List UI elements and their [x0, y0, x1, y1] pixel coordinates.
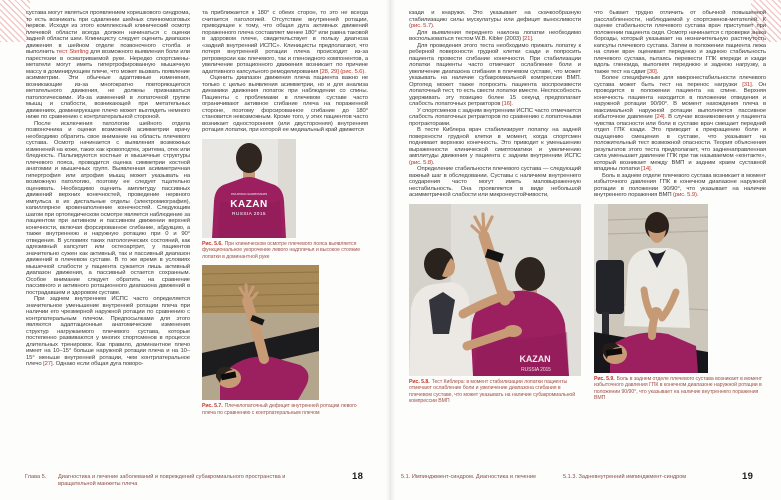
- footer-section-right: 5.1.3. Задневнутренний импинджмент-синдром: [563, 474, 687, 480]
- left-column-2: [202, 10, 368, 462]
- page-right: [391, 0, 781, 500]
- paragraph: У спортсменов с задним внутренним ИСПС часто отмечается слабость лопаточных ретракторов по сравнению с лопаточными протракторами.: [409, 107, 581, 127]
- paragraph: та приближается к 180° с обеих сторон, то это не всегда считается патологией. Отсутствие внутренней ротации, приводящее к тому, что общая дуга активных движений пораженного плеча составляет менее 180° или равна таковой в здоровом плече, свидетельствует в пользу диагноза «задний внутренний ИСПС». Клиницисты предполагают, что потеря внутренней ротации плеча происходит из-за ретроверсии как плечевого, так и гленоидного компонентов, а увеличение ротационного движения возникает по причине адаптивного капсульного ремоделирования [28, 29] (рис. 5.6).: [202, 10, 368, 75]
- paragraph: Оценить диапазон движения плеча пациента важно не только с целью выявления асимметрии, но и для анализа динамики движения лопаток при наблюдении со спины. Пациенты с проблемами в плечевом суставе часто ограничивают активное сгибание плеча на пораженной стороне, поэтому форсированное сгибание до 180° становится невозможным. Кроме того, у этих пациентов часто возникает односторонняя (или двусторонняя) внутренняя ротация лопатки, при которой ее медиальный край движется: [202, 75, 368, 133]
- paragraph: Более специфичным для микронестабильности плечевого сустава может быть тест на перенос нагрузки [31]. Он проводится в положении пациента на спине. Верхняя конечность пациента находится в положении отведения и наружной ротации 90/90°. В момент нахождения плеча в максимальной наружной ротации выполняется пассивное избыточное давление [24]. В случае возникновения у пациента чувства опасности или боли в суставе врач смещает передний отдел ГПК кзади. Это приводит к прекращению боли и ощущению смещения в суставе, что указывает на положительный тест возможной опасности. Теория объяснения результатов этого теста предполагает, что задненаправленная сила уменьшает давление ГПК при так называемом «контакте», который возникает между ВМП и задним краем суставной впадины лопатки [14].: [594, 75, 766, 172]
- paragraph: сустава могут являться проявлением корешкового синдрома, то есть возникать при сдавлении шейных спинномозговых нервов. Исходя из этого комплексный клинический осмотр плечевой области всегда должен начинаться с оценки задней области шеи. Клиницисту следует оценить диапазон движения в шейном отделе позвоночного столба и выполнить тест Sterling для возможного выявления боли или парестезии в осматриваемой руке. Нередко спортсмены-метатели могут иметь гипертрофированную мышечную массу в доминирующем плече, что может вызвать появление асимметрии. Эти обычные адаптивные изменения, возникающие из-за многократно повторяющегося метательного движения, не должны признаваться патологическими. Из-за изменений в лопаточной группе мышц и слабости, возникающей при метательных движениях, доминирующее плечо может выглядеть немного ниже по сравнению с контрлатеральной стороной.: [26, 10, 190, 120]
- paragraph: В тесте Киблера врач стабилизирует лопатку на задней поверхности грудной клетки в момент, когда спортсмен поднимает верхнюю конечность. Это приводит к уменьшению выраженности клинической симптоматики и увеличению амплитуды движения у пациента с задним внутренним ИСПС (рис. 5.8).: [409, 127, 581, 166]
- figure-5-7-photo: [202, 265, 319, 400]
- shirt-text-kazan: KAZAN: [519, 353, 551, 364]
- caption-text: При клиническом осмотре плечевого пояса выявляется функциональное укорочение левого надплечья и высокое стояние лопатки в доминантной руке: [202, 240, 361, 260]
- right-column-1: [409, 10, 581, 462]
- page-number-left: 18: [352, 471, 364, 482]
- paragraph: кзади и кнаружи. Это указывает на скачкообразную стабилизацию силы мускулатуры или дефицит выносливости (рис. 5.7).: [409, 10, 581, 29]
- body-text: [202, 10, 368, 134]
- caption-label: Рис. 5.8.: [409, 378, 430, 385]
- caption-label: Рис. 5.7.: [202, 403, 223, 409]
- caption-label: Рис. 5.9.: [594, 375, 615, 382]
- caption-text: Плечелопаточный дефицит внутренней ротации левого плеча по сравнению с контрлатеральным плечом: [202, 403, 357, 416]
- caption-text: Боль в заднем отделе плечевого сустава возникает в момент избыточного давления ГПК в конечном диапазоне наружной ротации в положении 90/90°, что указывает на наличие внутреннего поражения ВМП: [594, 375, 763, 401]
- shirt-text-kazan: KAZAN: [230, 198, 268, 210]
- caption-text: Тест Киблера: в момент стабилизации лопатки пациенты отмечают ослабление боли и увеличение диапазона сгибания в плечевом суставе, что может указывать на наличие субакромиальной компрессии ВМП: [409, 378, 576, 404]
- figure-5-6-photo: [202, 139, 296, 238]
- chapter-title: Диагностика и лечение заболеваний и повреждений субакромиального пространства и вращательной манжеты плеча: [58, 474, 286, 487]
- figure-5-9-caption: [594, 376, 766, 402]
- paragraph: что бывает трудно отличить от обычной повышенной расслабленности, наблюдаемой у спортсменов-метателей. К оценке стабильности плечевого сустава врач приступает при положении пациента сидя. Осмотр начинается с проверки знака борозды, который указывает на незначительную растянутость капсулы плечевого сустава. Затем в положении пациента лежа на спине врач оценивает переднюю и заднюю стабильность плечевого сустава, пытаясь перевести ГПК кпереди и кзади вдоль гленоида, выполняя переднюю и заднюю нагрузку, а также тест на сдвиг [30].: [594, 10, 766, 75]
- shirt-text-russia: RUSSIA 2015: [521, 366, 551, 373]
- chapter-label: Глава 5.: [25, 474, 47, 480]
- paragraph: Определение стабильности плечевого сустава — следующий важный шаг в обследовании. Суставы с наличием внутреннего соударения часто могут иметь маловыраженную нестабильность. Она проявляется в виде небольшой асимметричной слабости или микронеустойчивости,: [409, 166, 581, 198]
- page-number-right: 19: [742, 471, 754, 482]
- caption-label: Рис. 5.6.: [202, 240, 223, 247]
- body-text: [409, 10, 581, 199]
- right-column-2: [594, 10, 766, 462]
- paragraph: После исключения патологии шейного отдела позвоночника и оценки возможной асимметрии врачу необходимо обратить свое внимание на область плечевого сустава. Осмотр начинается с выявления возможных изменений на коже, таких как кровоподтек, эритема, отек или бледность. Пальпируются костные и мышечные структуры плечевого пояса, проводится оценка симметрии костной анатомии и мышечных групп. Выявленная асимметричная гипертрофия или атрофия мышц может указывать на возможную патологию, поэтому ее следует тщательно оценивать. Необходимо оценить амплитуду пассивных движений верхних конечностей, проведение нервного импульса в их дистальные отделы (электромиография), капиллярное кровенаполнение конечностей. Следующим шагом при ортопедическом осмотре является наблюдение за пациентом при активном и пассивном движении верхней конечности, включая форсированное сгибание, абдукцию, а также внутреннюю и наружную ротацию при 0 и 90° отведения. В условиях таких патологических состояний, как адгезивный капсулит или остеоартрит, у пациентов значительно сужен как активный, так и пассивный диапазон движений в плечевом суставе. В то же время в условиях мышечной слабости у пациента сужается лишь активный диапазон движения, а пассивный остается сохранным. Особое внимание следует обратить на сравнение пассивного и активного ротационного диапазона движений в пострадавшем и здоровом суставе.: [26, 120, 190, 296]
- shirt-text-small: FINA WORLD CHAMPIONSHIPS: [230, 192, 268, 196]
- figure-5-8-photo: [409, 204, 581, 376]
- figure-5-6-caption: [202, 241, 368, 261]
- body-text: [594, 10, 766, 199]
- footer-section-left: 5.1. Импинджмент-синдром. Диагностика и лечение: [401, 474, 537, 480]
- shirt-text-russia: RUSSIA 2015: [232, 211, 266, 217]
- paragraph: При заднем внутреннем ИСПС часто определяется значительное уменьшение внутренней ротации плеча при наличии его чрезмерной наружной ротации по сравнению с контрлатеральным плечом. Предпосылками для этого являются адаптационные анатомические изменения структур нагружаемого плечевого сустава, которые постепенно развиваются у многих спортсменов в процессе длительных тренировок. Как правило, доминантное плечо имеет на 10–15° больше наружной ротации плеча и на 10–15° меньше внутренней ротации, чем контрлатеральное плечо [27]. Однако если общая дуга поворо-: [26, 296, 190, 367]
- paragraph: Для проведения этого теста необходимо прижать лопатку к реберной поверхности грудной клетки сзади и попросить пациента провести сгибание конечности. При стабилизации лопатки пациенты часто отмечают ослабление боли и увеличение диапазона сгибания в плечевом суставе, что может указывать на наличие субакромиальной компрессии ВМП. Ортопед может также попросить пациента воспроизвести лопаточный тест, то есть свести лопатки вместе. Неспособность удерживать эту позицию более 15 секунд предполагает слабость лопаточных ретракторов [16].: [409, 42, 581, 107]
- left-column-1: [26, 10, 190, 462]
- figure-5-8-caption: [409, 379, 581, 405]
- figure-5-7-caption: [202, 403, 368, 416]
- figure-5-9-photo: [594, 204, 708, 373]
- page-left: [0, 0, 390, 500]
- paragraph: Для выявления переднего наклона лопатки необходимо воспользоваться тестом W.B. Kibler (2003) [21].: [409, 29, 581, 42]
- paragraph: Боль в заднем отделе плечевого сустава возникает в момент избыточного давления ГПК в конечном диапазоне наружной ротации в положении 90/90°, что указывает на наличие внутреннего поражения ВМП (рис. 5.9).: [594, 172, 766, 198]
- page-gutter: [386, 0, 395, 500]
